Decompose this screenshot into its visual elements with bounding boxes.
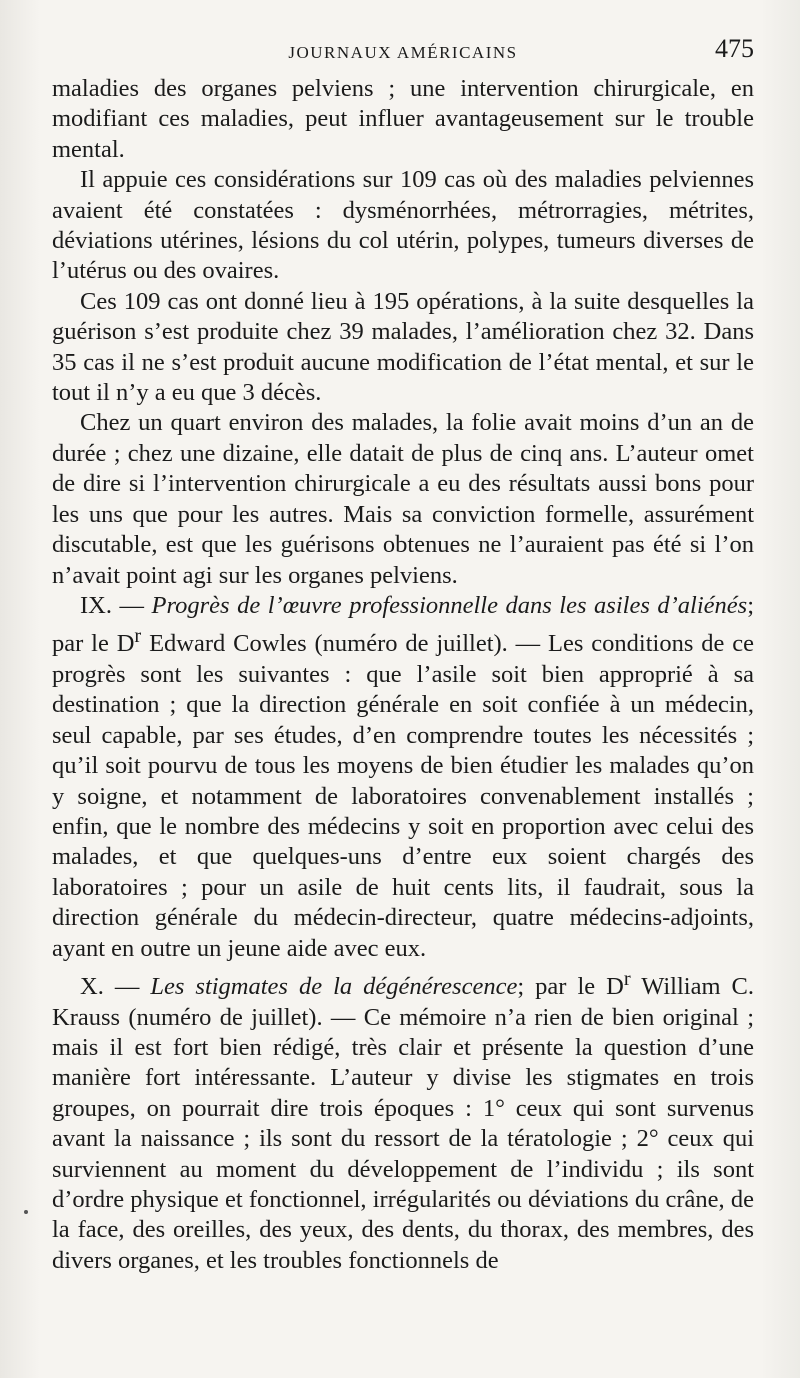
running-head: [52, 34, 754, 74]
paragraph-4: Chez un quart environ des malades, la folie avait moins d’un an de durée ; chez une dizaine, elle datait de plus de cinq ans. L’auteur omet de dire si l’intervention chirurgicale a eu des résultats aussi bons pour les uns que pour les autres. Mais sa conviction formelle, assurément discutable, est que les guérisons obtenues ne l’auraient pas été si l’on n’avait point agi sur les organes pelviens.: [52, 409, 754, 589]
paragraph-2: Il appuie ces considérations sur 109 cas où des maladies pelviennes avaient été constatées : dysménorrhées, métrorragies, métrites, déviations utérines, lésions du col utérin, polypes, tumeurs diverses de l’utérus ou des ovaires.: [52, 166, 754, 285]
section-x-author-sup: r: [623, 967, 631, 990]
section-x: [52, 964, 754, 1276]
section-ix-number: IX. —: [80, 591, 144, 619]
section-x-author-pre: ; par le D: [517, 973, 624, 1001]
section-ix-title: Progrès de l’œuvre professionnelle dans les asiles d’aliénés: [151, 591, 748, 619]
paragraph-1: maladies des organes pelviens ; une intervention chirurgicale, en modifiant ces maladies, peut influer avantageusement sur le trouble mental.: [52, 75, 754, 163]
running-title: JOURNAUX AMÉRICAINS: [288, 43, 518, 62]
section-ix-author-sup: r: [134, 625, 142, 648]
paragraph-3: Ces 109 cas ont donné lieu à 195 opérations, à la suite desquelles la guérison s’est produite chez 39 malades, l’amélioration chez 32. Dans 35 cas il ne s’est produit aucune modification de l’état mental, et sur le tout il n’y a eu que 3 décès.: [52, 287, 754, 407]
section-x-title: Les stigmates de la dégénérescence: [150, 973, 518, 1001]
body-text: [52, 74, 754, 1276]
section-ix: [52, 591, 754, 964]
section-x-text: William C. Krauss (numéro de juillet). — Ce mémoire n’a rien de bien original ; mais il est fort bien rédigé, très clair et présente la question d’une manière fort intéressante. L’auteur y divise les stigmates en trois groupes, on pourrait dire trois époques : 1° ceux qui sont survenus avant la naissance ; ils sont du ressort de la tératologie ; 2° ceux qui surviennent au moment du développement de l’individu ; ils sont d’ordre physique et fonctionnel, irrégularités ou déviations du crâne, de la face, des oreilles, des yeux, des dents, du thorax, des membres, des divers organes, et les troubles fonctionnels de: [52, 973, 755, 1274]
section-ix-text: Edward Cowles (numéro de juillet). — Les conditions de ce progrès sont les suivantes : que l’asile soit bien approprié à sa destination ; que la direction générale en soit confiée à un médecin, seul capable, par ses études, d’en comprendre toutes les nécessités ; qu’il soit pourvu de tous les moyens de bien étudier les malades qu’on y soigne, et notamment de laboratoires convenablement installés ; enfin, que le nombre des médecins y soit en proportion avec celui des malades, et que quelques-uns d’entre eux soient chargés des laboratoires ; pour un asile de huit cents lits, il faudrait, sous la direction générale du médecin-directeur, quatre médecins-adjoints, ayant en outre un jeune aide avec eux.: [52, 630, 754, 962]
page-number: 475: [715, 34, 754, 63]
margin-speck: [24, 1210, 28, 1214]
section-x-number: X. —: [80, 973, 140, 1001]
section-ix-author-pre: ; par le D: [52, 591, 754, 658]
